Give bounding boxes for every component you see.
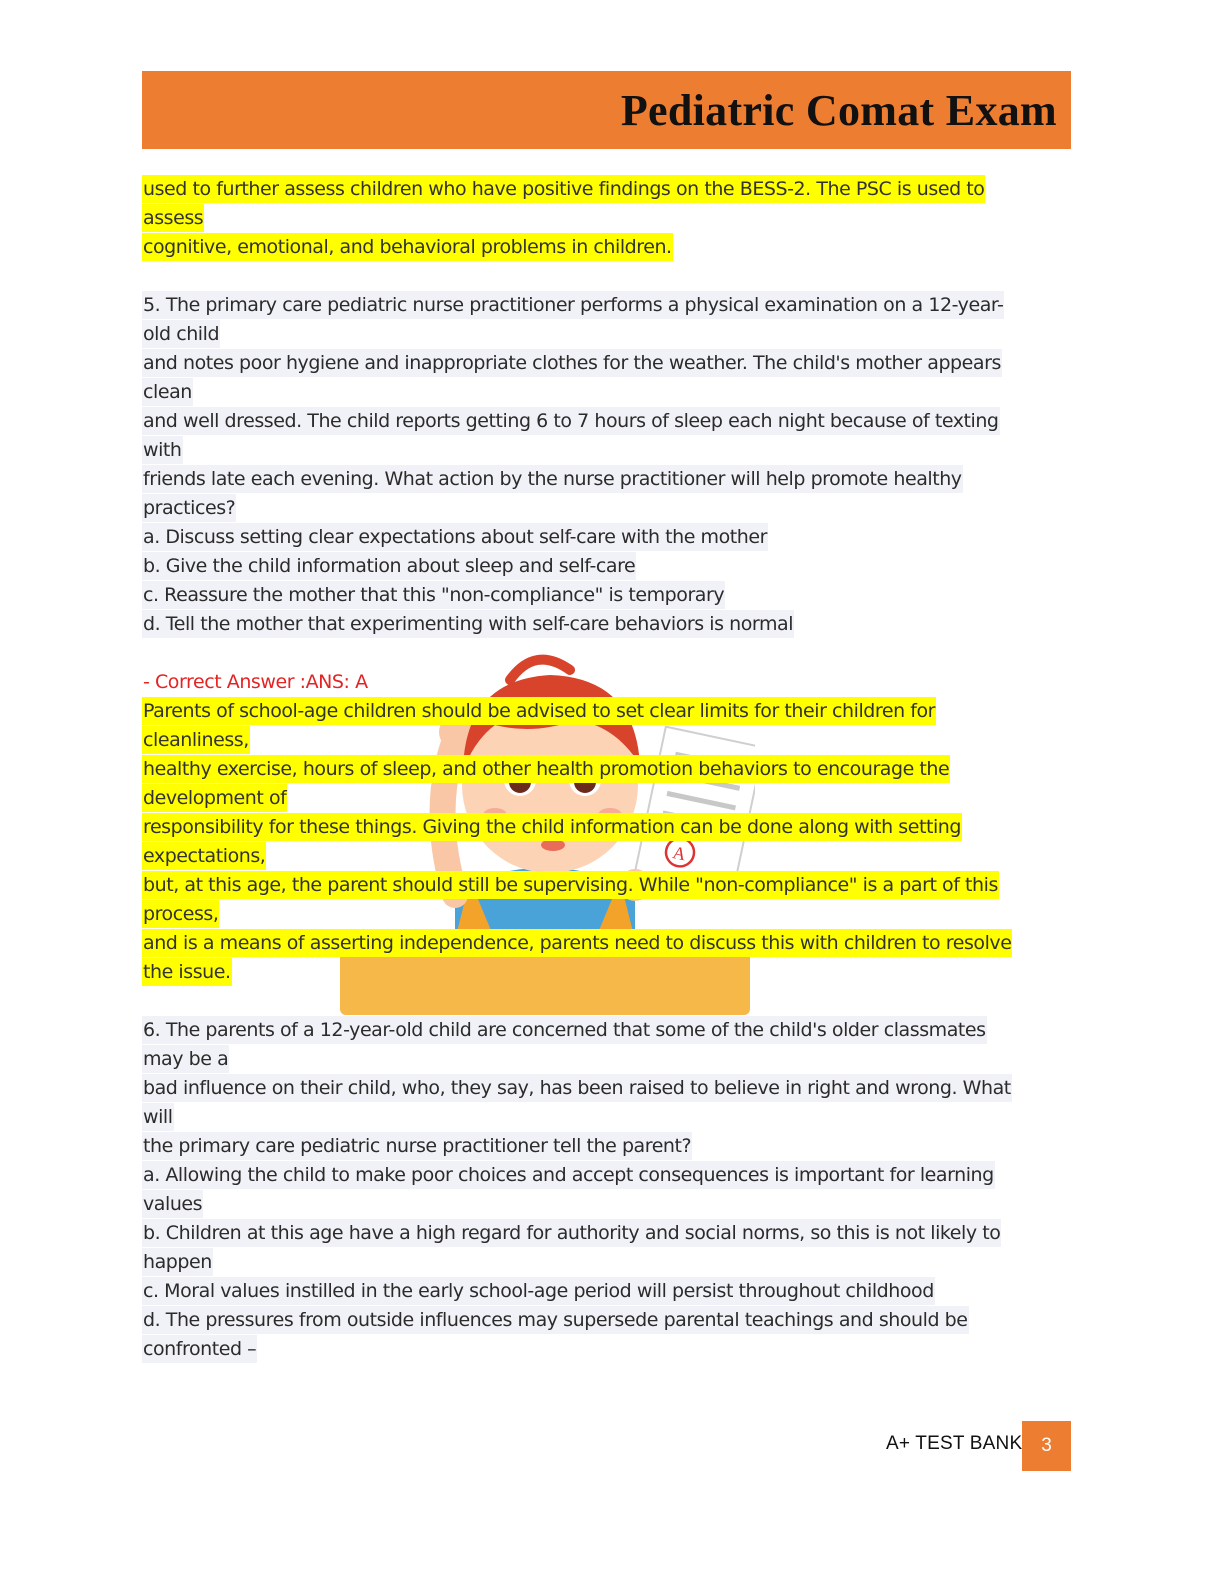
question-text-line [142,465,1082,494]
line-text: confronted – [142,1335,257,1363]
highlighted-text-line [142,784,1082,813]
blank-line [142,639,1082,668]
question-text-line [142,349,1082,378]
question-text-line [142,378,1082,407]
question-text-line [142,291,1082,320]
question-text-line [142,1248,1082,1277]
highlighted-text-line [142,929,1082,958]
grade-mark: A [670,842,688,865]
line-text: a. Allowing the child to make poor choices and accept consequences is important for learning [142,1161,995,1189]
line-text: the primary care pediatric nurse practitioner tell the parent? [142,1132,692,1160]
highlighted-text-line [142,900,1082,929]
highlighted-text-line [142,233,1082,262]
question-text-line [142,581,1082,610]
header-bar [142,71,1071,149]
line-text: b. Give the child information about sleep and self-care [142,552,636,580]
highlighted-text-line [142,842,1082,871]
line-text: - Correct Answer :ANS: A [142,668,369,696]
question-text-line [142,1335,1082,1364]
line-text: responsibility for these things. Giving the child information can be done along with setting [142,813,962,841]
line-text: and notes poor hygiene and inappropriate clothes for the weather. The child's mother appears [142,349,1002,377]
question-text-line [142,552,1082,581]
line-text: d. The pressures from outside influences may supersede parental teachings and should be [142,1306,969,1334]
line-text: will [142,1103,174,1131]
line-text: b. Children at this age have a high regard for authority and social norms, so this is not likely to [142,1219,1001,1247]
question-text-line [142,1306,1082,1335]
question-text-line [142,1016,1082,1045]
page-title: Pediatric Comat Exam [620,85,1057,135]
question-text-line [142,436,1082,465]
question-text-line [142,1190,1082,1219]
line-text: and is a means of asserting independence, parents need to discuss this with children to resolve [142,929,1012,957]
highlighted-text-line [142,726,1082,755]
line-text: friends late each evening. What action by the nurse practitioner will help promote healthy [142,465,963,493]
line-text: expectations, [142,842,266,870]
highlighted-text-line [142,175,1082,204]
question-text-line [142,1132,1082,1161]
line-text: development of [142,784,287,812]
highlighted-text-line [142,755,1082,784]
line-text: the issue. [142,958,232,986]
page-number: 3 [1022,1421,1071,1471]
question-text-line [142,1103,1082,1132]
highlighted-text-line [142,204,1082,233]
question-text-line [142,407,1082,436]
line-text: used to further assess children who have positive findings on the BESS-2. The PSC is used to [142,175,985,203]
line-text: c. Moral values instilled in the early school-age period will persist throughout childhood [142,1277,935,1305]
question-text-line [142,1045,1082,1074]
line-text: cleanliness, [142,726,250,754]
line-text: c. Reassure the mother that this "non-compliance" is temporary [142,581,725,609]
line-text: may be a [142,1045,229,1073]
line-text: healthy exercise, hours of sleep, and other health promotion behaviors to encourage the [142,755,950,783]
question-text-line [142,1277,1082,1306]
line-text: old child [142,320,220,348]
line-text: d. Tell the mother that experimenting with self-care behaviors is normal [142,610,794,638]
line-text: and well dressed. The child reports getting 6 to 7 hours of sleep each night because of texting [142,407,1000,435]
line-text: assess [142,204,204,232]
line-text: cognitive, emotional, and behavioral problems in children. [142,233,673,261]
highlighted-text-line [142,813,1082,842]
question-text-line [142,1161,1082,1190]
highlighted-text-line [142,958,1082,987]
line-text: bad influence on their child, who, they say, has been raised to believe in right and wrong. What [142,1074,1012,1102]
line-text: 6. The parents of a 12-year-old child are concerned that some of the child's older classmates [142,1016,987,1044]
line-text: values [142,1190,203,1218]
line-text: Parents of school-age children should be advised to set clear limits for their children for [142,697,936,725]
line-text: a. Discuss setting clear expectations about self-care with the mother [142,523,768,551]
line-text: process, [142,900,219,928]
line-text: clean [142,378,193,406]
blank-line [142,262,1082,291]
line-text: happen [142,1248,213,1276]
correct-answer-line [142,668,1082,697]
line-text: but, at this age, the parent should still be supervising. While "non-compliance" is a part of this [142,871,999,899]
line-text: with [142,436,183,464]
line-text: practices? [142,494,236,522]
question-text-line [142,1219,1082,1248]
question-text-line [142,494,1082,523]
question-text-line [142,1074,1082,1103]
blank-line [142,987,1082,1016]
question-text-line [142,320,1082,349]
highlighted-text-line [142,697,1082,726]
question-text-line [142,610,1082,639]
line-text: 5. The primary care pediatric nurse practitioner performs a physical examination on a 12-year- [142,291,1004,319]
page-content [142,175,1082,1364]
highlighted-text-line [142,871,1082,900]
question-text-line [142,523,1082,552]
footer-label: A+ TEST BANK [886,1433,1023,1454]
